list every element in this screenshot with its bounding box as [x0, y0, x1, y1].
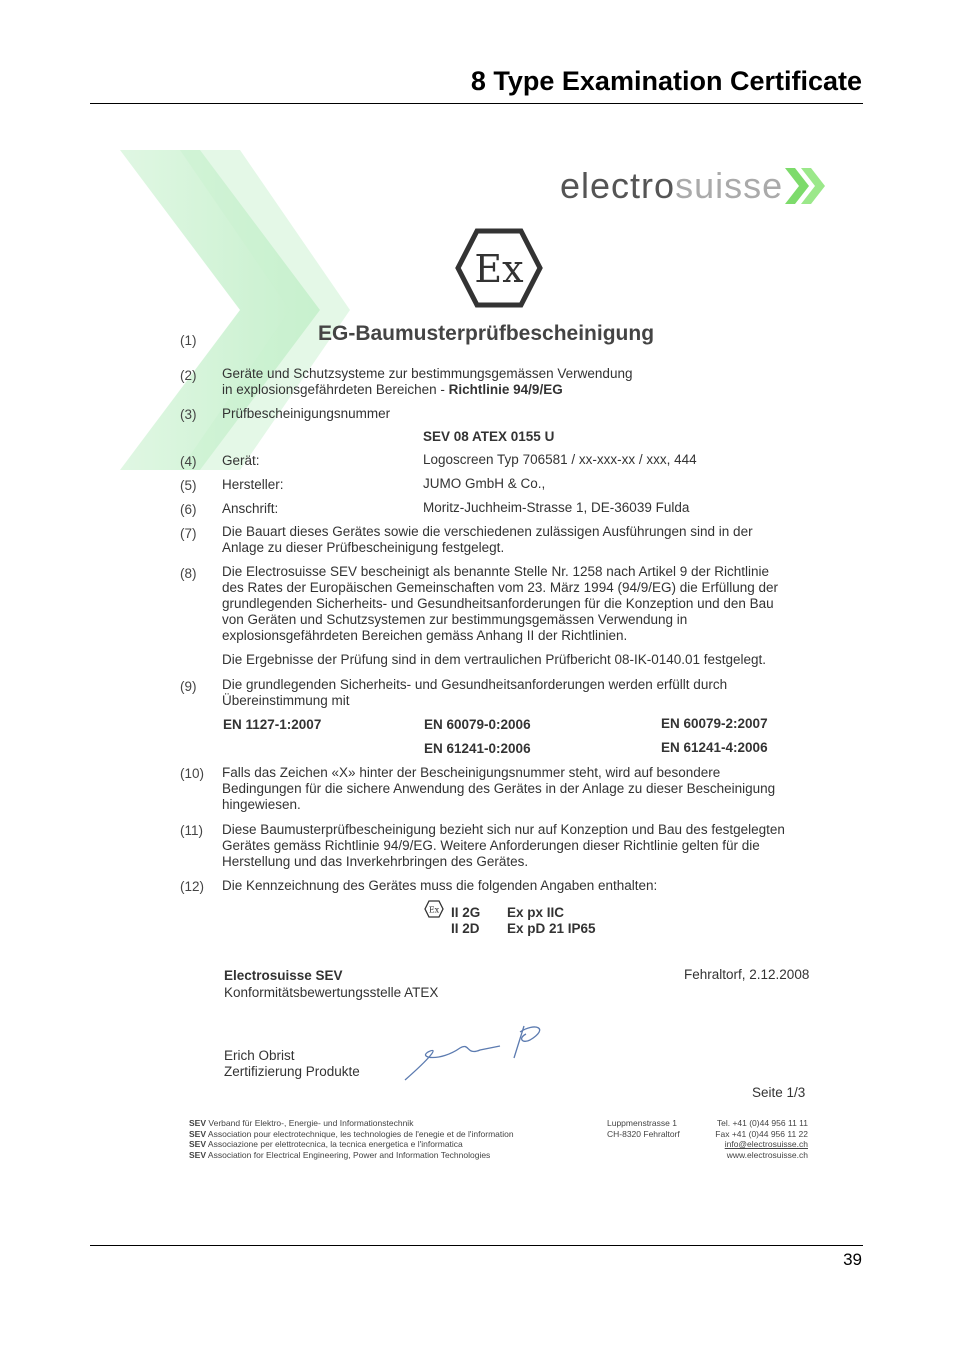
signature-icon	[400, 1018, 550, 1088]
item-number: (9)	[180, 679, 197, 694]
logo-chevron-icon	[783, 166, 827, 206]
item-number: (11)	[180, 823, 204, 838]
item-value: Moritz-Juchheim-Strasse 1, DE-36039 Fulda	[423, 500, 690, 515]
electrosuisse-logo: electro suisse	[560, 165, 827, 207]
item-label: Hersteller:	[222, 477, 284, 492]
marking-code: Ex pD 21 IP65	[507, 921, 596, 936]
chevron-watermark-icon	[120, 150, 350, 480]
page-title: 8 Type Examination Certificate	[470, 66, 862, 96]
item-number: (12)	[180, 879, 205, 894]
footer-rule	[90, 1245, 863, 1246]
item-number: (5)	[180, 478, 197, 493]
item-number: (7)	[180, 526, 197, 541]
ex-hexagon-icon	[455, 228, 543, 308]
item-10-text: Falls das Zeichen «X» hinter der Bescheinigungsnummer steht, wird auf besondere Bedingungen für die sichere Anwendung des Gerätes in der Anlage zu dieser Bescheinigung hingewiesen.	[222, 765, 776, 812]
page-number: 39	[843, 1250, 862, 1269]
issuer-name: Electrosuisse SEV	[224, 968, 343, 983]
item-number: (10)	[180, 766, 205, 781]
item-label: Prüfbescheinigungsnummer	[222, 406, 391, 421]
standard: EN 60079-0:2006	[424, 717, 531, 732]
svg-text:Ex: Ex	[474, 247, 524, 291]
item-8-text: Die Electrosuisse SEV bescheinigt als benannte Stelle Nr. 1258 nach Artikel 9 der Richtlinie des Rates der Europäischen Gemeinschaften vom 23. März 1994 (94/9/EG) die Erfüllung der grundlegenden Sicherheits- und Gesundheitsanforderungen für die Konzeption und den Bau von Geräten und Schutzsystemen zur bestimmungsgemässen Verwendung in explosionsgefährdeten Bereichen gemäss Anhang II der Richtlinien. Die Ergebnisse der Prüfung sind in dem vertraulichen Prüfbericht 08-IK-0140.01 festgelegt.	[222, 564, 779, 667]
association-block: SEV Verband für Elektro-, Energie- und Informationstechnik SEV Association pour electrotechnique, les technologies de l'enegie et de l'information SEV Associazione per elettrotecnica, la tecnica energetica e l'informatica SEV Association for Electrical Engineering, Power and Information Technologies	[189, 1118, 514, 1160]
item-7-text: Die Bauart dieses Gerätes sowie die verschiedenen zulässigen Ausführungen sind in der Anlage zu dieser Prüfbescheinigung festgelegt.	[222, 524, 753, 555]
item-value: JUMO GmbH & Co.,	[423, 476, 546, 491]
certificate-page: Seite 1/3	[752, 1085, 806, 1100]
marking-category: II 2D	[451, 921, 480, 936]
contact-block: Tel. +41 (0)44 956 11 11 Fax +41 (0)44 956 11 22 info@electrosuisse.ch www.electrosuisse.ch	[715, 1118, 808, 1160]
marking-category: II 2G	[451, 905, 481, 920]
ex-marking-icon	[424, 900, 444, 918]
svg-text:Ex: Ex	[428, 905, 440, 915]
signer-name: Erich Obrist	[224, 1048, 295, 1063]
standard: EN 60079-2:2007	[661, 716, 768, 731]
item-number: (2)	[180, 368, 197, 383]
item-12-text: Die Kennzeichnung des Gerätes muss die folgenden Angaben enthalten:	[222, 878, 658, 893]
item-11-text: Diese Baumusterprüfbescheinigung bezieht sich nur auf Konzeption und Bau des festgelegten Gerätes gemäss Richtlinie 94/9/EG. Weitere Anforderungen dieser Richtlinie gelten für die Herstellung und das Inverkehrbringen des Gerätes.	[222, 822, 785, 869]
item-number: (6)	[180, 502, 197, 517]
address-block: Luppmenstrasse 1 CH-8320 Fehraltorf	[607, 1118, 680, 1139]
item-number: (1)	[180, 333, 197, 348]
item-number: (8)	[180, 566, 197, 581]
certificate-title: EG-Baumusterprüfbescheinigung	[318, 322, 655, 345]
certificate-number: SEV 08 ATEX 0155 U	[423, 429, 555, 444]
place-date: Fehraltorf, 2.12.2008	[684, 967, 810, 982]
signer-role: Zertifizierung Produkte	[224, 1064, 360, 1079]
marking-code: Ex px IIC	[507, 905, 565, 920]
standard: EN 1127-1:2007	[223, 717, 322, 732]
item-number: (4)	[180, 454, 197, 469]
standard: EN 61241-4:2006	[661, 740, 768, 755]
item-value: Logoscreen Typ 706581 / xx-xxx-xx / xxx, 444	[423, 452, 697, 467]
item-2-text: Geräte und Schutzsysteme zur bestimmungsgemässen Verwendung in explosionsgefährdeten Bereichen - Richtlinie 94/9/EG	[222, 366, 633, 397]
issuer-dept: Konformitätsbewertungsstelle ATEX	[224, 985, 439, 1000]
item-label: Anschrift:	[222, 501, 279, 516]
standard: EN 61241-0:2006	[424, 741, 531, 756]
item-label: Gerät:	[222, 453, 260, 468]
item-number: (3)	[180, 407, 197, 422]
item-9-text: Die grundlegenden Sicherheits- und Gesundheitsanforderungen werden erfüllt durch Übereinstimmung mit	[222, 677, 728, 708]
